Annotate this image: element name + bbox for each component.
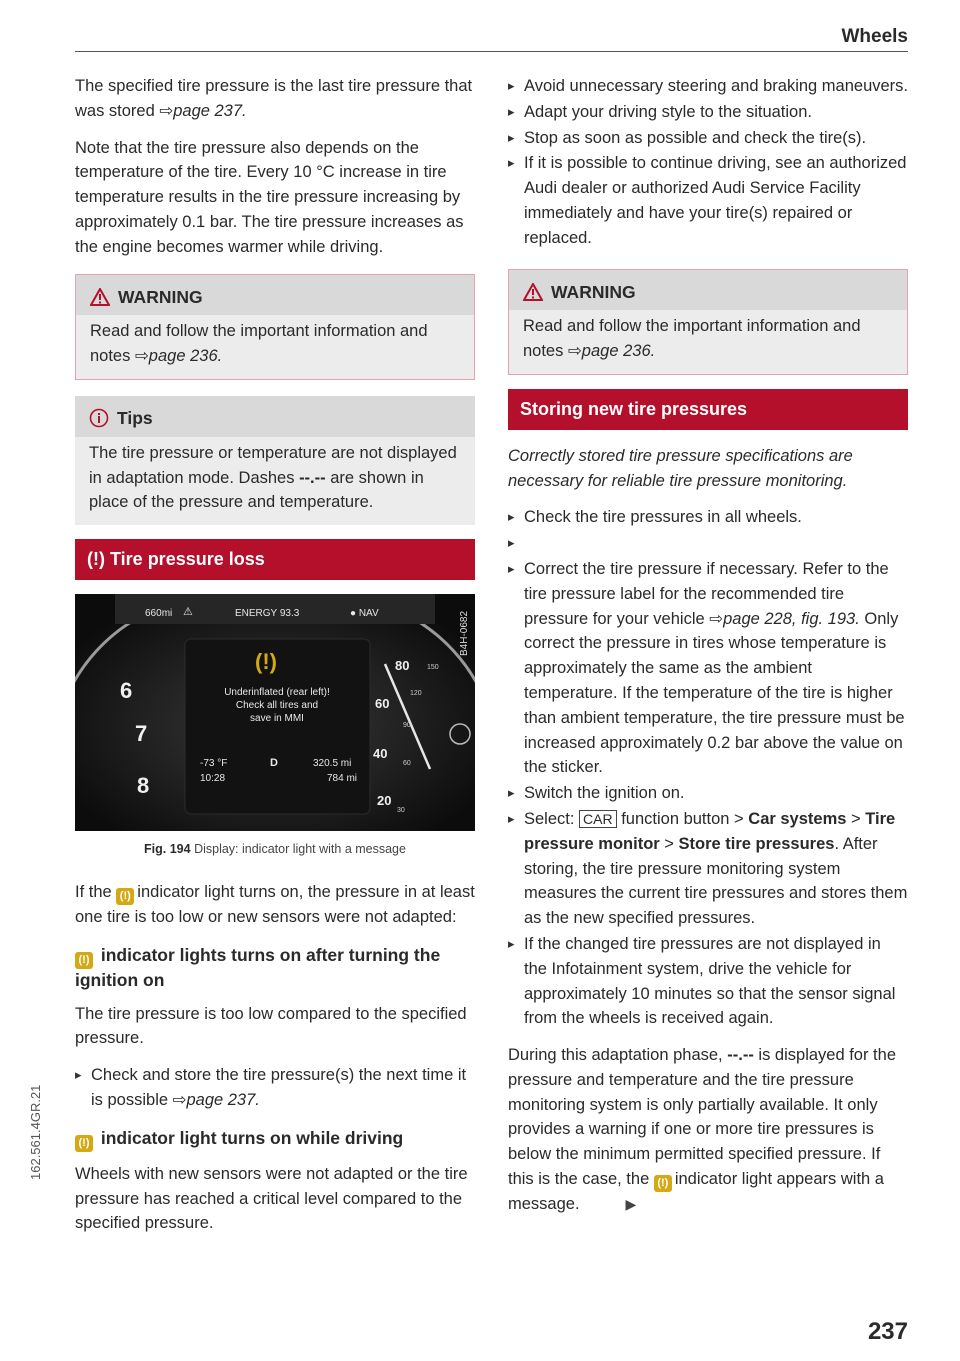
left-column: [75, 74, 475, 1248]
gauge-tick-label: 150: [427, 663, 439, 671]
gauge-tick-label: 90: [403, 721, 411, 729]
trip-readout: 784 mi: [327, 772, 358, 784]
paragraph: Note that the tire pressure also depends on the temperature of the tire. Every 10 °C increase in tire temperature results in the tire pressure increasing by approximately 0.1 bar. The tire pressure increases as the engine becomes warmer while driving.: [75, 138, 464, 256]
paragraph: The specified tire pressure is the last tire pressure that was stored ⇨page 237.: [75, 77, 473, 120]
section-heading: Storing new tire pressures: [508, 389, 908, 430]
list-item: ▸ Check and store the tire pressure(s) the next time it is possible ⇨page 237.: [75, 1063, 475, 1113]
tips-box: [75, 396, 475, 525]
warning-header: WARNING: [509, 270, 907, 311]
gauge-tick-label: 120: [410, 689, 422, 697]
gauge-tick-label: 80: [395, 657, 410, 673]
list-item: ▸ Switch the ignition on.: [508, 781, 908, 806]
list-item: ▸ If it is possible to continue driving, see an authorized Audi dealer or authorized Audi Service Facility immediately and have your tire(s) repaired or replaced.: [508, 151, 908, 250]
subheading: (!) indicator light turns on while driving: [75, 1127, 475, 1152]
instrument-cluster-figure: [75, 594, 475, 831]
gauge-tick-label: 8: [137, 772, 150, 798]
figure-code: B4H-0682: [459, 610, 470, 656]
page-link[interactable]: page 237.: [186, 1090, 260, 1109]
arrow-right-icon: ⇨: [134, 347, 149, 366]
info-icon: [89, 408, 109, 428]
arrow-right-icon: ⇨: [709, 609, 724, 628]
gauge-tick-label: 6: [120, 677, 133, 703]
tips-body: The tire pressure or temperature are not displayed in adaptation mode. Dashes --.-- are shown in place of the pressure and temperature.: [75, 437, 475, 525]
page-link[interactable]: page 236.: [581, 342, 656, 361]
section-heading: (!) Tire pressure loss: [75, 539, 475, 580]
continued-arrow-icon: ▶: [625, 1196, 637, 1213]
gauge-tick-label: 20: [377, 792, 392, 808]
time-readout: 10:28: [200, 772, 226, 784]
intro-paragraph: Correctly stored tire pressure specifications are necessary for reliable tire pressure monitoring.: [508, 446, 853, 490]
list-item: ▸ Adapt your driving style to the situation.: [508, 100, 908, 125]
warning-triangle-icon: [523, 283, 543, 301]
list-item: ▸ Check the tire pressures in all wheels.: [508, 505, 908, 530]
car-key-button[interactable]: CAR: [579, 810, 617, 828]
section-header: Wheels: [841, 26, 908, 47]
tire-pressure-indicator-icon: (!): [75, 952, 93, 969]
paragraph: The tire pressure is too low compared to the specified pressure.: [75, 1004, 467, 1048]
energy-readout: ENERGY 93.3: [235, 607, 300, 619]
figure-caption: Fig. 194 Display: indicator light with a message: [144, 841, 406, 856]
page-link[interactable]: page 228, fig. 193.: [723, 609, 860, 628]
gauge-tick-label: 30: [397, 806, 405, 814]
warning-box: [508, 269, 908, 375]
gauge-tick-label: 60: [403, 759, 411, 767]
header-rule: [75, 51, 908, 52]
tire-pressure-indicator-icon: (!): [116, 888, 134, 905]
tire-pressure-icon: (!): [255, 648, 277, 674]
warning-body: Read and follow the important information and notes ⇨page 236.: [76, 315, 474, 379]
list-item: ▸ Correct the tire pressure if necessary. Refer to the tire pressure label for the recommended tire pressure for your vehicle ⇨page 228, fig. 193. Only correct the pressure in tires whose temperature is approximately the same as the ambient temperature. If the temperature of the tire is higher than ambient temperature, the tire pressure must be increased approximately 0.2 bar above the value on the sticker.: [508, 557, 908, 780]
gauge-tick-label: 40: [373, 745, 388, 761]
arrow-right-icon: ⇨: [567, 342, 582, 361]
list-item: ▸ Stop as soon as possible and check the tire(s).: [508, 126, 908, 151]
page-link[interactable]: page 236.: [148, 347, 223, 366]
warning-triangle-icon: ⚠: [183, 605, 193, 618]
side-code: 162.561.4GR.21: [28, 1084, 43, 1180]
list-item: ▸ Select: CAR function button > Car systems > Tire pressure monitor > Store tire pressures. After storing, the tire pressure monitoring system measures the current tire pressures and stores them as the new specified pressures.: [508, 807, 908, 931]
range-readout: 660mi: [145, 607, 173, 619]
subheading: (!) indicator lights turns on after turning the ignition on: [75, 944, 441, 990]
warning-box: [75, 274, 475, 380]
page-number: 237: [867, 1318, 908, 1345]
gauge-tick-label: 7: [135, 720, 148, 746]
warning-header: WARNING: [76, 275, 474, 316]
tire-pressure-indicator-icon: (!): [75, 1135, 93, 1152]
paragraph: If the (!) indicator light turns on, the pressure in at least one tire is too low or new sensors were not adapted:: [75, 882, 475, 926]
list-item: ▸ Avoid unnecessary steering and braking maneuvers.: [508, 74, 908, 99]
page-link[interactable]: page 237.: [173, 101, 247, 120]
nav-readout: ● NAV: [350, 607, 379, 619]
arrow-right-icon: ⇨: [172, 1090, 187, 1109]
odometer-readout: 320.5 mi: [313, 757, 352, 769]
paragraph: During this adaptation phase, --.-- is displayed for the pressure and temperature and the tire pressure monitoring system is only partially available. It only provides a warning if one or more tire pressures is below the minimum permitted specified pressure. If this is the case, the (!) indicator light appears with a message. ▶: [508, 1046, 896, 1214]
warning-triangle-icon: [90, 288, 110, 306]
warning-body: Read and follow the important information and notes ⇨page 236.: [509, 310, 907, 374]
tire-pressure-icon: (!): [87, 549, 105, 570]
list-item: ▸ If the changed tire pressures are not displayed in the Infotainment system, drive the vehicle for approximately 10 minutes so that the sensor signal from the wheels is received again.: [508, 932, 908, 1031]
gear-readout: D: [270, 756, 278, 769]
right-column: [508, 74, 908, 1229]
arrow-right-icon: ⇨: [159, 101, 174, 120]
gauge-tick-label: 60: [375, 695, 390, 711]
temp-readout: -73 °F: [200, 757, 228, 769]
tire-pressure-indicator-icon: (!): [654, 1175, 672, 1192]
tips-header: Tips: [75, 396, 475, 437]
cluster-message: Underinflated (rear left)! Check all tires and save in MMI: [224, 686, 330, 724]
paragraph: Wheels with new sensors were not adapted or the tire pressure has reached a critical level compared to the specified pressure.: [75, 1164, 468, 1233]
list-item: [508, 531, 908, 556]
